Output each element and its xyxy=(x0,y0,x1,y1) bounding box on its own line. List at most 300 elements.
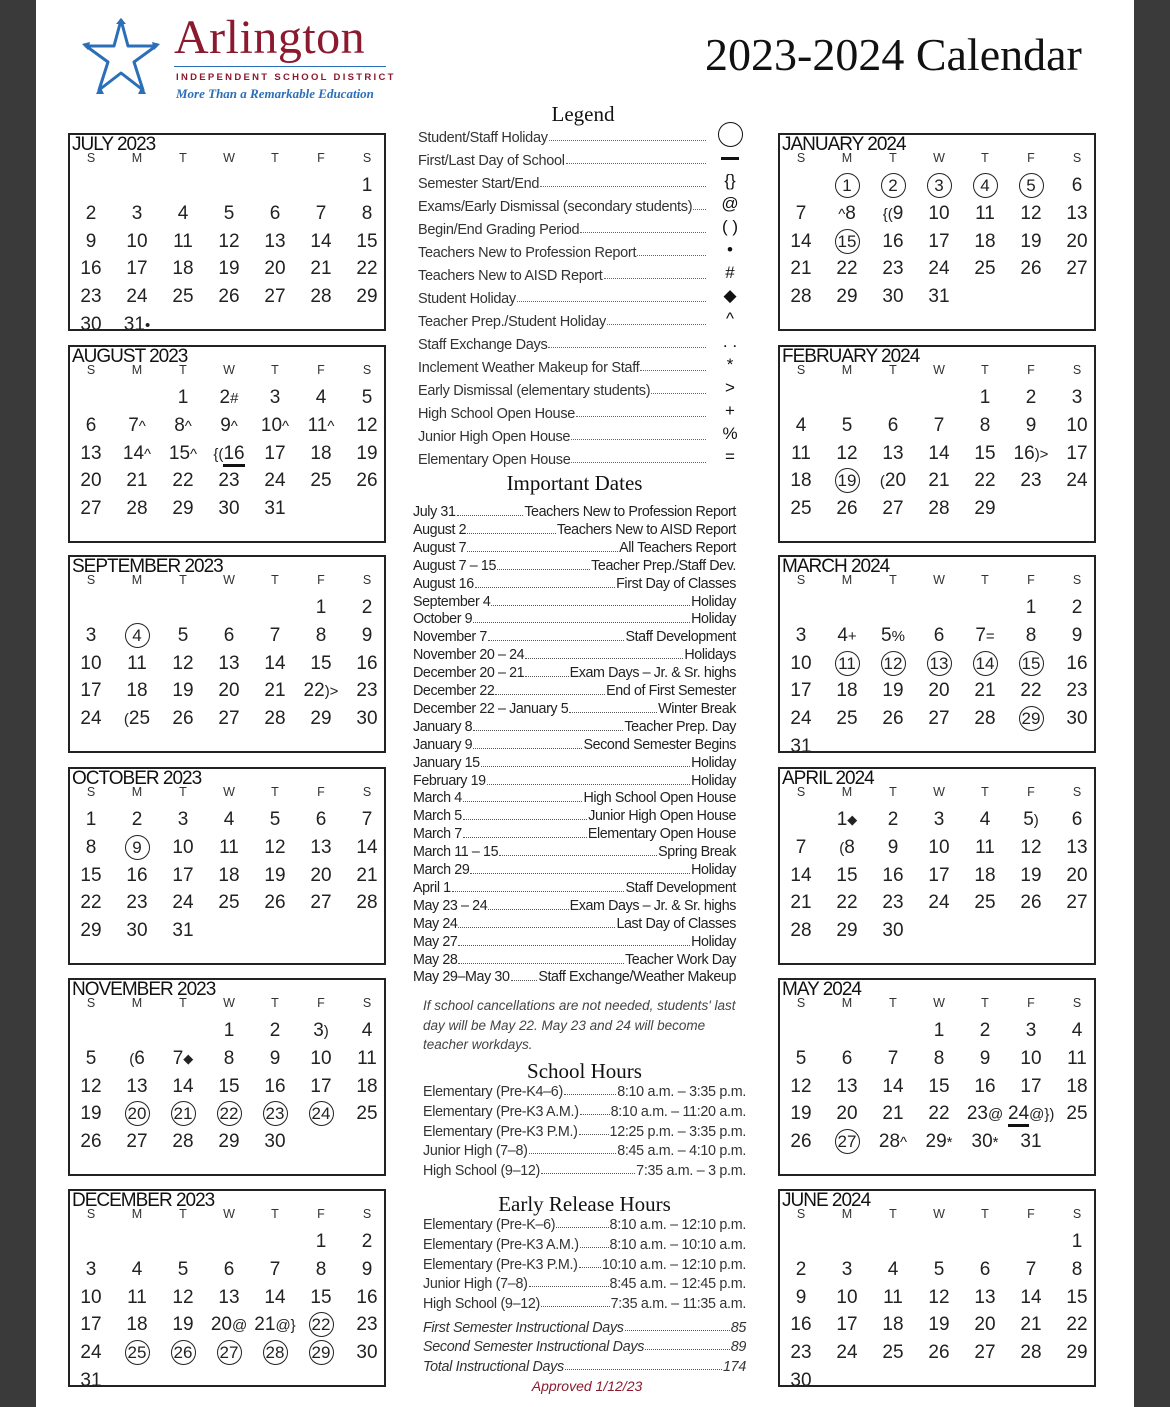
day-number: 28 xyxy=(790,920,812,942)
leader-dots xyxy=(640,370,706,371)
day-number: 26 xyxy=(790,1131,812,1153)
day-number: 1 xyxy=(315,1231,327,1252)
day-number: 2 xyxy=(795,1258,807,1280)
legend-item xyxy=(418,124,708,146)
day-number: 28 xyxy=(356,892,378,914)
day-cell xyxy=(916,228,962,256)
day-cell xyxy=(778,1256,824,1284)
month-march-2024 xyxy=(778,555,1096,757)
day-cell xyxy=(114,200,160,228)
weekday-label: T xyxy=(981,573,989,587)
day-cell xyxy=(916,1045,962,1073)
day-cell xyxy=(160,467,206,495)
day-number: 14 xyxy=(264,652,286,674)
district-subtitle: INDEPENDENT SCHOOL DISTRICT xyxy=(176,72,396,83)
day-cell xyxy=(870,622,916,650)
day-cell xyxy=(206,283,252,311)
hours-row xyxy=(423,1080,746,1100)
day-number: 26 xyxy=(882,708,904,730)
day-number: 4 xyxy=(1071,1020,1083,1041)
day-number: 14 xyxy=(790,230,812,252)
weekday-label: S xyxy=(362,363,372,377)
day-number: 4 xyxy=(837,624,848,646)
day-number: 1 xyxy=(177,387,189,408)
day-number: 23 xyxy=(882,258,904,280)
day-number: 10 xyxy=(790,652,812,674)
event-label: Teachers New to Profession Report xyxy=(524,504,736,520)
weekday-label: S xyxy=(796,1207,806,1221)
event-label: Holiday xyxy=(691,772,736,789)
event-label: Last Day of Classes xyxy=(616,915,736,932)
day-number: 9 xyxy=(361,1258,373,1280)
day-number: 4 xyxy=(361,1020,373,1041)
day-cell xyxy=(298,412,344,440)
leader-dots xyxy=(569,712,657,713)
holiday-circle: 12 xyxy=(881,651,906,676)
weekday-label: S xyxy=(1072,363,1082,377)
day-number: 15 xyxy=(310,1286,332,1308)
leader-dots xyxy=(541,1173,635,1174)
day-number: 18 xyxy=(836,680,858,702)
holiday-circle: 22 xyxy=(309,1312,334,1337)
day-cell xyxy=(916,705,962,733)
day-number: 26 xyxy=(836,498,858,520)
day-marker: * xyxy=(946,1134,953,1152)
event-label: Second Semester Begins xyxy=(583,736,736,753)
day-number: 1 xyxy=(361,175,373,196)
weekday-label: M xyxy=(131,785,143,799)
day-cell xyxy=(916,1128,962,1156)
month-july-2023 xyxy=(68,133,386,335)
day-number: 18 xyxy=(974,230,996,252)
weekday-label: T xyxy=(889,573,897,587)
date-label: September 4 xyxy=(413,593,491,610)
day-cell xyxy=(824,1339,870,1367)
date-label: August 2 xyxy=(413,521,467,538)
day-cell xyxy=(824,1311,870,1339)
day-cell xyxy=(298,806,344,834)
important-date-row xyxy=(413,502,736,520)
day-cell xyxy=(824,622,870,650)
holiday-circle: 19 xyxy=(835,468,860,493)
weekday-label: S xyxy=(1072,151,1082,165)
day-number: 25 xyxy=(310,470,332,492)
weekday-label: W xyxy=(223,363,235,377)
day-cell xyxy=(160,412,206,440)
legend-symbol-icon: > xyxy=(725,378,735,397)
day-cell xyxy=(298,1045,344,1073)
weekday-label: F xyxy=(317,151,325,165)
day-cell xyxy=(1054,200,1100,228)
day-number: 7 xyxy=(795,836,807,858)
day-cell xyxy=(870,495,916,523)
day-cell xyxy=(68,228,114,256)
day-cell xyxy=(344,1073,390,1101)
day-number: 22 xyxy=(356,258,378,280)
holiday-circle: 25 xyxy=(125,1340,150,1365)
weekday-label: S xyxy=(86,151,96,165)
day-cell xyxy=(68,1073,114,1101)
day-cell xyxy=(824,834,870,862)
weekday-label: T xyxy=(179,363,187,377)
day-number: 8 xyxy=(315,1258,327,1280)
day-number: 8 xyxy=(223,1047,235,1069)
legend-label: Student Holiday xyxy=(418,291,516,307)
day-number: 8 xyxy=(845,202,856,224)
hours-row xyxy=(423,1335,746,1355)
date-label: May 27 xyxy=(413,933,458,950)
day-number: 22 xyxy=(80,892,102,914)
day-number: 28 xyxy=(878,1131,901,1153)
day-cell xyxy=(824,650,870,678)
day-cell xyxy=(1054,1339,1100,1367)
legend-label: Teachers New to Profession Report xyxy=(418,245,637,261)
day-number: 25 xyxy=(128,708,151,730)
day-cell xyxy=(206,200,252,228)
day-cell xyxy=(1008,1100,1054,1128)
event-label: Elementary Open House xyxy=(587,826,736,843)
day-number: 18 xyxy=(172,258,194,280)
day-number: 1 xyxy=(315,597,327,618)
event-label: Teachers New to AISD Report xyxy=(556,521,736,538)
day-cell xyxy=(68,917,114,945)
day-number: 11 xyxy=(975,202,995,224)
day-marker: % xyxy=(891,627,905,645)
hours-value: 85 xyxy=(730,1320,746,1336)
day-cell xyxy=(114,440,160,468)
day-cell xyxy=(1054,1073,1100,1101)
leader-dots xyxy=(693,209,706,210)
day-number: 1 xyxy=(1025,597,1037,618)
day-cell xyxy=(160,1284,206,1312)
leader-dots xyxy=(637,255,706,256)
school-hours-title: School Hours xyxy=(527,1059,642,1083)
day-cell xyxy=(68,1284,114,1312)
day-cell xyxy=(206,622,252,650)
day-number: 17 xyxy=(836,1314,858,1336)
day-number: 2 xyxy=(269,1020,281,1041)
day-number: 25 xyxy=(356,1103,378,1125)
day-cell xyxy=(68,834,114,862)
day-cell xyxy=(962,200,1008,228)
day-marker: ^ xyxy=(184,417,192,435)
day-cell xyxy=(206,440,252,468)
legend-symbol-icon: . . xyxy=(722,332,738,351)
day-cell xyxy=(916,889,962,917)
weekday-header xyxy=(70,1207,388,1221)
holiday-circle: 29 xyxy=(309,1340,334,1365)
legend-symbol-icon: ◆ xyxy=(723,286,737,305)
holiday-circle: 24 xyxy=(309,1101,334,1126)
day-cell xyxy=(824,495,870,523)
day-marker: ( xyxy=(879,473,885,491)
leader-dots xyxy=(470,873,690,874)
day-number: 11 xyxy=(883,1286,903,1308)
legend-label: Staff Exchange Days xyxy=(418,337,548,353)
weekday-header xyxy=(780,151,1098,165)
day-number: 17 xyxy=(1066,442,1088,464)
weekday-header xyxy=(70,573,388,587)
day-number: 2 xyxy=(887,809,899,830)
day-cell xyxy=(962,412,1008,440)
day-cell xyxy=(252,228,298,256)
important-date-row xyxy=(413,592,736,610)
day-number: 24 xyxy=(264,470,286,492)
legend-item xyxy=(418,331,708,353)
important-date-row xyxy=(413,538,736,556)
event-label: Teacher Prep. Day xyxy=(624,718,736,735)
day-number: 23 xyxy=(1066,680,1088,702)
legend-item xyxy=(418,377,708,399)
day-number: 24 xyxy=(790,708,812,730)
day-marker: • xyxy=(144,317,151,334)
day-cell xyxy=(824,806,870,834)
day-number: 1 xyxy=(933,1020,945,1041)
important-date-row xyxy=(413,735,736,753)
day-cell xyxy=(344,889,390,917)
day-number: 3 xyxy=(85,624,97,646)
event-label: All Teachers Report xyxy=(619,539,736,556)
day-number: 7 xyxy=(887,1047,899,1069)
weekday-label: T xyxy=(179,1207,187,1221)
day-cell xyxy=(160,622,206,650)
holiday-circle: 13 xyxy=(927,651,952,676)
date-label: April 1 xyxy=(413,879,451,896)
day-cell xyxy=(916,862,962,890)
weekday-label: F xyxy=(317,996,325,1010)
day-number: 30 xyxy=(790,1370,812,1391)
weekday-label: T xyxy=(981,785,989,799)
day-number: 2 xyxy=(131,809,143,830)
day-number: 10 xyxy=(126,230,148,252)
day-number: 9 xyxy=(887,836,899,858)
day-number: 20 xyxy=(218,680,240,702)
day-cell xyxy=(252,650,298,678)
day-marker: ^ xyxy=(230,417,238,435)
date-label: October 9 xyxy=(413,611,473,628)
important-date-row xyxy=(413,842,736,860)
day-cell xyxy=(916,1311,962,1339)
day-number: 9 xyxy=(269,1047,281,1069)
important-date-row xyxy=(413,753,736,771)
weekday-label: S xyxy=(796,785,806,799)
month-november-2023 xyxy=(68,978,386,1176)
day-cell xyxy=(252,495,298,523)
weekday-label: T xyxy=(981,363,989,377)
holiday-circle: 1 xyxy=(835,173,860,198)
day-cell xyxy=(114,1073,160,1101)
day-number: 6 xyxy=(269,202,281,224)
weekday-label: W xyxy=(223,573,235,587)
day-number: 29 xyxy=(925,1131,947,1153)
important-date-row xyxy=(413,824,736,842)
day-cell xyxy=(916,677,962,705)
hours-row xyxy=(423,1355,746,1375)
day-number: 31 xyxy=(123,314,145,335)
month-april-2024 xyxy=(778,767,1096,965)
day-number: 17 xyxy=(126,258,148,280)
weekday-label: W xyxy=(933,363,945,377)
day-number: 19 xyxy=(356,442,378,464)
hours-value: 174 xyxy=(723,1358,746,1375)
star-logo-icon xyxy=(76,16,166,104)
weekday-label: S xyxy=(1072,785,1082,799)
day-cell xyxy=(298,1256,344,1284)
holiday-circle: 2 xyxy=(881,173,906,198)
day-cell xyxy=(68,889,114,917)
day-cell xyxy=(206,1128,252,1156)
weekday-label: F xyxy=(317,1207,325,1221)
legend-label: Teacher Prep./Student Holiday xyxy=(418,314,606,330)
day-number: 25 xyxy=(974,892,996,914)
day-number: 4 xyxy=(979,809,991,830)
important-date-row xyxy=(413,520,736,538)
weekday-label: S xyxy=(1072,1207,1082,1221)
day-cell xyxy=(298,255,344,283)
day-cell xyxy=(778,917,824,945)
day-cell xyxy=(962,440,1008,468)
day-number: 8 xyxy=(844,836,855,858)
day-number: 24 xyxy=(80,1342,102,1364)
day-number: 24 xyxy=(126,286,148,308)
hours-row xyxy=(423,1233,746,1253)
day-cell xyxy=(298,1017,344,1045)
weekday-header xyxy=(70,785,388,799)
leader-dots xyxy=(475,587,615,588)
weekday-label: F xyxy=(1027,996,1035,1010)
hours-label: Junior High (7–8) xyxy=(423,1276,528,1293)
day-cell xyxy=(114,917,160,945)
weekday-label: S xyxy=(86,573,96,587)
legend-item xyxy=(418,446,708,468)
day-cell xyxy=(778,862,824,890)
day-number: 19 xyxy=(172,680,194,702)
day-cell xyxy=(916,1100,962,1128)
leader-dots xyxy=(452,891,625,892)
day-cell xyxy=(160,889,206,917)
important-date-row xyxy=(413,681,736,699)
day-number: 20 xyxy=(1066,230,1088,252)
day-cell xyxy=(206,1073,252,1101)
weekday-label: S xyxy=(1072,573,1082,587)
legend-label: Junior High Open House xyxy=(418,429,571,445)
month-february-2024 xyxy=(778,345,1096,543)
day-cell xyxy=(962,1339,1008,1367)
holiday-circle: 5 xyxy=(1019,173,1044,198)
day-cell xyxy=(252,200,298,228)
day-marker: = xyxy=(985,627,995,645)
day-cell xyxy=(344,172,390,200)
day-number: 21 xyxy=(928,470,950,492)
weekday-label: M xyxy=(131,363,143,377)
month-september-2023 xyxy=(68,555,386,753)
day-number: 22 xyxy=(1020,680,1042,702)
day-number: 16 xyxy=(126,864,148,886)
day-cell xyxy=(870,440,916,468)
day-cell xyxy=(206,495,252,523)
day-number: 18 xyxy=(218,864,240,886)
weekday-label: S xyxy=(796,363,806,377)
day-marker: * xyxy=(992,1134,999,1152)
day-cell xyxy=(1008,889,1054,917)
leader-dots xyxy=(549,140,706,141)
day-cell xyxy=(160,677,206,705)
day-number: 30 xyxy=(1066,708,1088,730)
day-cell xyxy=(344,622,390,650)
day-cell xyxy=(1054,806,1100,834)
day-marker: @}) xyxy=(1029,1106,1055,1124)
day-cell xyxy=(344,650,390,678)
day-number: 10 xyxy=(1066,414,1088,436)
day-number: 30 xyxy=(971,1131,993,1153)
day-cell xyxy=(68,283,114,311)
weekday-label: W xyxy=(933,573,945,587)
day-number: 20 xyxy=(974,1314,996,1336)
day-cell xyxy=(206,1311,252,1339)
day-cell xyxy=(298,677,344,705)
date-label: February 19 xyxy=(413,772,486,789)
day-number: 29 xyxy=(1066,1342,1088,1364)
hours-row xyxy=(423,1120,746,1140)
hours-row xyxy=(423,1213,746,1233)
day-cell xyxy=(114,467,160,495)
day-cell xyxy=(68,1339,114,1367)
hours-label: Junior High (7–8) xyxy=(423,1143,528,1160)
day-cell xyxy=(206,255,252,283)
date-label: May 28 xyxy=(413,951,458,968)
day-number: 11 xyxy=(791,442,811,464)
hours-label: High School (9–12) xyxy=(423,1296,540,1313)
month-title: NOVEMBER 2023 xyxy=(72,979,216,1000)
day-cell xyxy=(1054,1045,1100,1073)
day-number: 9 xyxy=(85,230,97,252)
day-number: 8 xyxy=(1025,624,1037,646)
day-cell xyxy=(298,1100,344,1128)
day-number: 11 xyxy=(127,1286,147,1308)
day-cell xyxy=(962,384,1008,412)
legend-item xyxy=(418,285,708,307)
legend-item xyxy=(418,400,708,422)
hours-label: Second Semester Instructional Days xyxy=(423,1339,645,1356)
weekday-header xyxy=(780,1207,1098,1221)
holiday-circle: 4 xyxy=(973,173,998,198)
day-cell xyxy=(114,1256,160,1284)
day-number: 16 xyxy=(974,1075,996,1097)
leader-dots xyxy=(579,1134,609,1135)
weekday-label: T xyxy=(981,1207,989,1221)
day-cell xyxy=(824,1256,870,1284)
day-cell xyxy=(252,255,298,283)
day-number: 15 xyxy=(836,864,858,886)
day-marker: {( xyxy=(213,445,224,463)
day-number: 5 xyxy=(881,624,892,646)
day-marker: ^ xyxy=(838,205,846,223)
day-cell xyxy=(1008,1256,1054,1284)
day-cell xyxy=(962,806,1008,834)
day-number: 22 xyxy=(974,470,996,492)
day-marker: )> xyxy=(324,683,339,701)
day-number: 13 xyxy=(836,1075,858,1097)
day-number: 23 xyxy=(218,470,240,492)
day-cell xyxy=(68,1128,114,1156)
weekday-label: W xyxy=(933,785,945,799)
hours-label: Elementary (Pre-K–6) xyxy=(423,1217,556,1233)
day-number: 1 xyxy=(223,1020,235,1041)
day-cell xyxy=(160,283,206,311)
day-cell xyxy=(1054,1100,1100,1128)
day-number: 21 xyxy=(126,470,148,492)
day-cell xyxy=(962,228,1008,256)
